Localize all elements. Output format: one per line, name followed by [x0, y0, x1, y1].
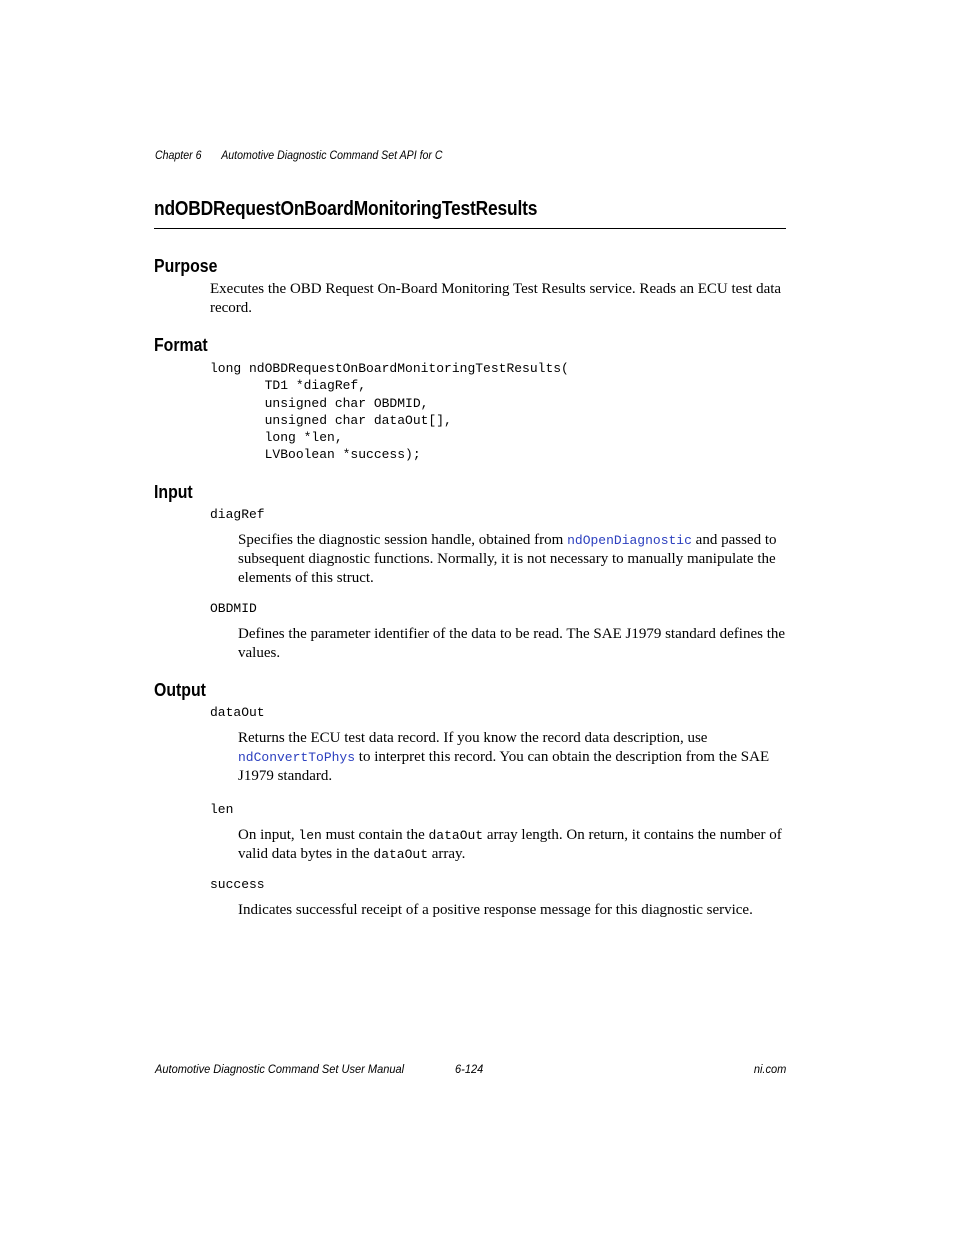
footer-manual-title: Automotive Diagnostic Command Set User Manual [155, 1062, 405, 1076]
param-name-len: len [210, 802, 234, 817]
running-header [155, 150, 443, 162]
link-ndopendiagnostic[interactable]: ndOpenDiagnostic [567, 533, 692, 548]
desc-text: array length. On return, it contains the number of valid data bytes in the [238, 827, 782, 862]
format-heading: Format [154, 335, 208, 355]
inline-code: dataOut [428, 828, 484, 843]
param-desc-diagref [238, 531, 786, 588]
inline-code: len [298, 828, 322, 843]
desc-text: must contain the [321, 827, 429, 843]
param-name-dataout: dataOut [210, 705, 265, 720]
function-title: ndOBDRequestOnBoardMonitoringTestResults [154, 198, 538, 220]
param-desc-success: Indicates successful receipt of a positive response message for this diagnostic service. [238, 902, 753, 918]
param-name-diagref: diagRef [210, 507, 265, 522]
desc-text: array. [428, 846, 466, 862]
chapter-number: Chapter 6 [155, 150, 202, 162]
title-rule [154, 228, 786, 229]
desc-text: and passed to subsequent diagnostic functions. Normally, it is not necessary to manually manipulate the elements of this struct. [238, 532, 777, 586]
param-name-success: success [210, 877, 265, 892]
output-heading: Output [154, 680, 206, 700]
desc-text: Specifies the diagnostic session handle, obtained from [238, 532, 568, 548]
link-ndconverttophys[interactable]: ndConvertToPhys [238, 750, 356, 765]
footer-site: ni.com [753, 1062, 786, 1076]
code-line: long *len, [210, 430, 343, 446]
code-line: unsigned char dataOut[], [210, 412, 452, 428]
code-line: LVBoolean *success); [210, 447, 421, 463]
purpose-heading: Purpose [154, 256, 218, 276]
desc-text: to interpret this record. You can obtain the description from the SAE J1979 standard. [238, 749, 770, 784]
inline-code: dataOut [373, 847, 428, 862]
desc-text: Returns the ECU test data record. If you know the record data description, use [238, 730, 708, 746]
footer-page-number: 6-124 [455, 1062, 484, 1076]
param-desc-dataout [238, 729, 786, 786]
function-prototype [210, 360, 569, 464]
param-name-obdmid: OBDMID [210, 601, 257, 616]
desc-text: On input, [238, 827, 299, 843]
param-desc-obdmid: Defines the parameter identifier of the data to be read. The SAE J1979 standard defines the values. [238, 626, 786, 661]
param-desc-len [238, 826, 786, 864]
code-line: unsigned char OBDMID, [210, 395, 429, 411]
code-line: TD1 *diagRef, [210, 378, 367, 394]
purpose-text: Executes the OBD Request On-Board Monitoring Test Results service. Reads an ECU test data record. [210, 281, 782, 316]
input-heading: Input [154, 482, 193, 502]
chapter-title: Automotive Diagnostic Command Set API for C [221, 150, 443, 162]
code-line: long ndOBDRequestOnBoardMonitoringTestResults( [210, 361, 569, 376]
